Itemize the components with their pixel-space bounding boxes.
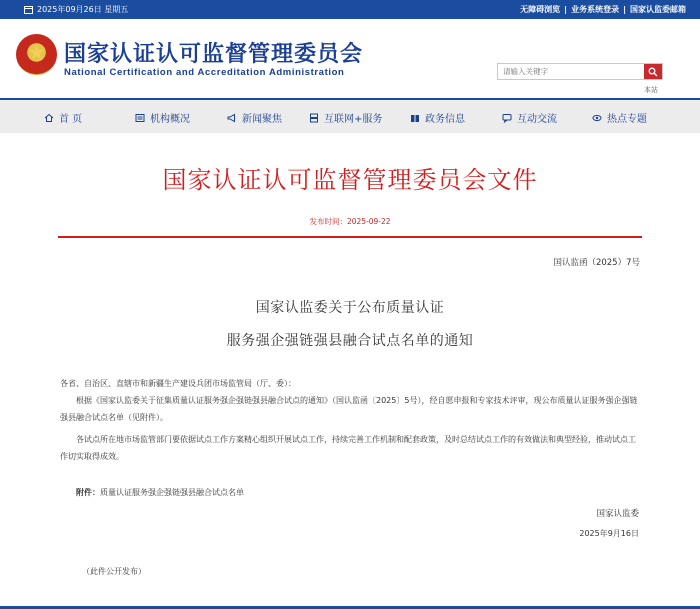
nav-label: 热点专题	[607, 114, 647, 125]
nav-label: 互联网+服务	[324, 114, 383, 125]
search-input[interactable]	[498, 64, 644, 79]
nav-label: 机构概况	[150, 114, 190, 125]
megaphone-icon	[227, 113, 237, 123]
eye-icon	[592, 113, 602, 123]
publish-date: 发布时间：2025-09-22	[309, 217, 391, 226]
notice-title-line1: 国家认监委关于公布质量认证	[255, 300, 445, 316]
chat-icon	[502, 113, 512, 123]
red-divider	[58, 236, 642, 238]
mailbox-link[interactable]: 国家认监委邮箱	[630, 5, 686, 14]
system-login-link[interactable]: 业务系统登录	[571, 5, 620, 14]
nav-label: 政务信息	[425, 114, 465, 125]
nav-label: 互动交流	[517, 114, 557, 125]
addressee-paragraph: 各省、自治区、直辖市和新疆生产建设兵团市场监管局（厅、委）：	[60, 379, 296, 388]
search-box	[497, 63, 663, 80]
separator: |	[564, 5, 568, 14]
nav-interaction[interactable]	[502, 110, 557, 125]
server-icon	[309, 113, 319, 123]
date-display	[24, 4, 128, 15]
search-button[interactable]	[644, 64, 662, 79]
site-header	[0, 19, 700, 98]
sign-date: 2025年9月16日	[579, 529, 639, 538]
attachment	[76, 487, 244, 498]
national-emblem-icon	[16, 34, 57, 75]
nav-topics[interactable]	[592, 110, 647, 125]
site-title-cn[interactable]: 国家认证认可监督管理委员会	[64, 42, 364, 67]
current-date: 2025年09月26日 星期五	[37, 5, 129, 14]
body-paragraph-1: 根据《国家认监委关于征集质量认证服务强企强链强县融合试点的通知》（国认监函〔2025〕5号），经自愿申报和专家技术评审，现公布质量认证服务强企强链强县融合试点名单（见附件）。	[60, 396, 638, 422]
attachment-link[interactable]: 质量认证服务强企强链强县融合试点名单	[100, 488, 244, 497]
document-header-title: 国家认证认可监督管理委员会文件	[162, 166, 538, 194]
nav-about[interactable]	[135, 110, 190, 125]
site-title-en: National Certification and Accreditation Administration	[64, 67, 345, 78]
nav-news[interactable]	[227, 110, 282, 125]
attachment-label: 附件：	[76, 488, 100, 497]
nav-home[interactable]	[44, 110, 82, 125]
nav-gov-info[interactable]	[410, 110, 465, 125]
site-search-link[interactable]: 本站	[644, 86, 658, 94]
top-bar	[0, 0, 700, 19]
document-number: 国认监函（2025）7号	[553, 258, 640, 268]
body-paragraph-2: 各试点所在地市场监管部门要依据试点工作方案精心组织开展试点工作，持续完善工作机制和配套政策，及时总结试点工作的有效做法和典型经验，推动试点工作切实取得成效。	[60, 435, 636, 461]
list-icon	[135, 113, 145, 123]
notice-title-line2: 服务强企强链强县融合试点名单的通知	[226, 333, 474, 349]
top-links	[520, 4, 686, 15]
accessibility-link[interactable]: 无障碍浏览	[520, 5, 561, 14]
signer: 国家认监委	[596, 509, 639, 519]
nav-services[interactable]	[309, 110, 382, 125]
nav-label: 新闻聚焦	[242, 114, 282, 125]
separator: |	[623, 5, 626, 14]
book-icon	[410, 113, 420, 123]
home-icon	[44, 113, 54, 123]
public-note: （此件公开发布）	[82, 567, 146, 576]
nav-label: 首 页	[59, 114, 83, 125]
main-nav	[0, 98, 700, 133]
calendar-icon	[24, 6, 33, 14]
search-icon	[648, 67, 658, 77]
